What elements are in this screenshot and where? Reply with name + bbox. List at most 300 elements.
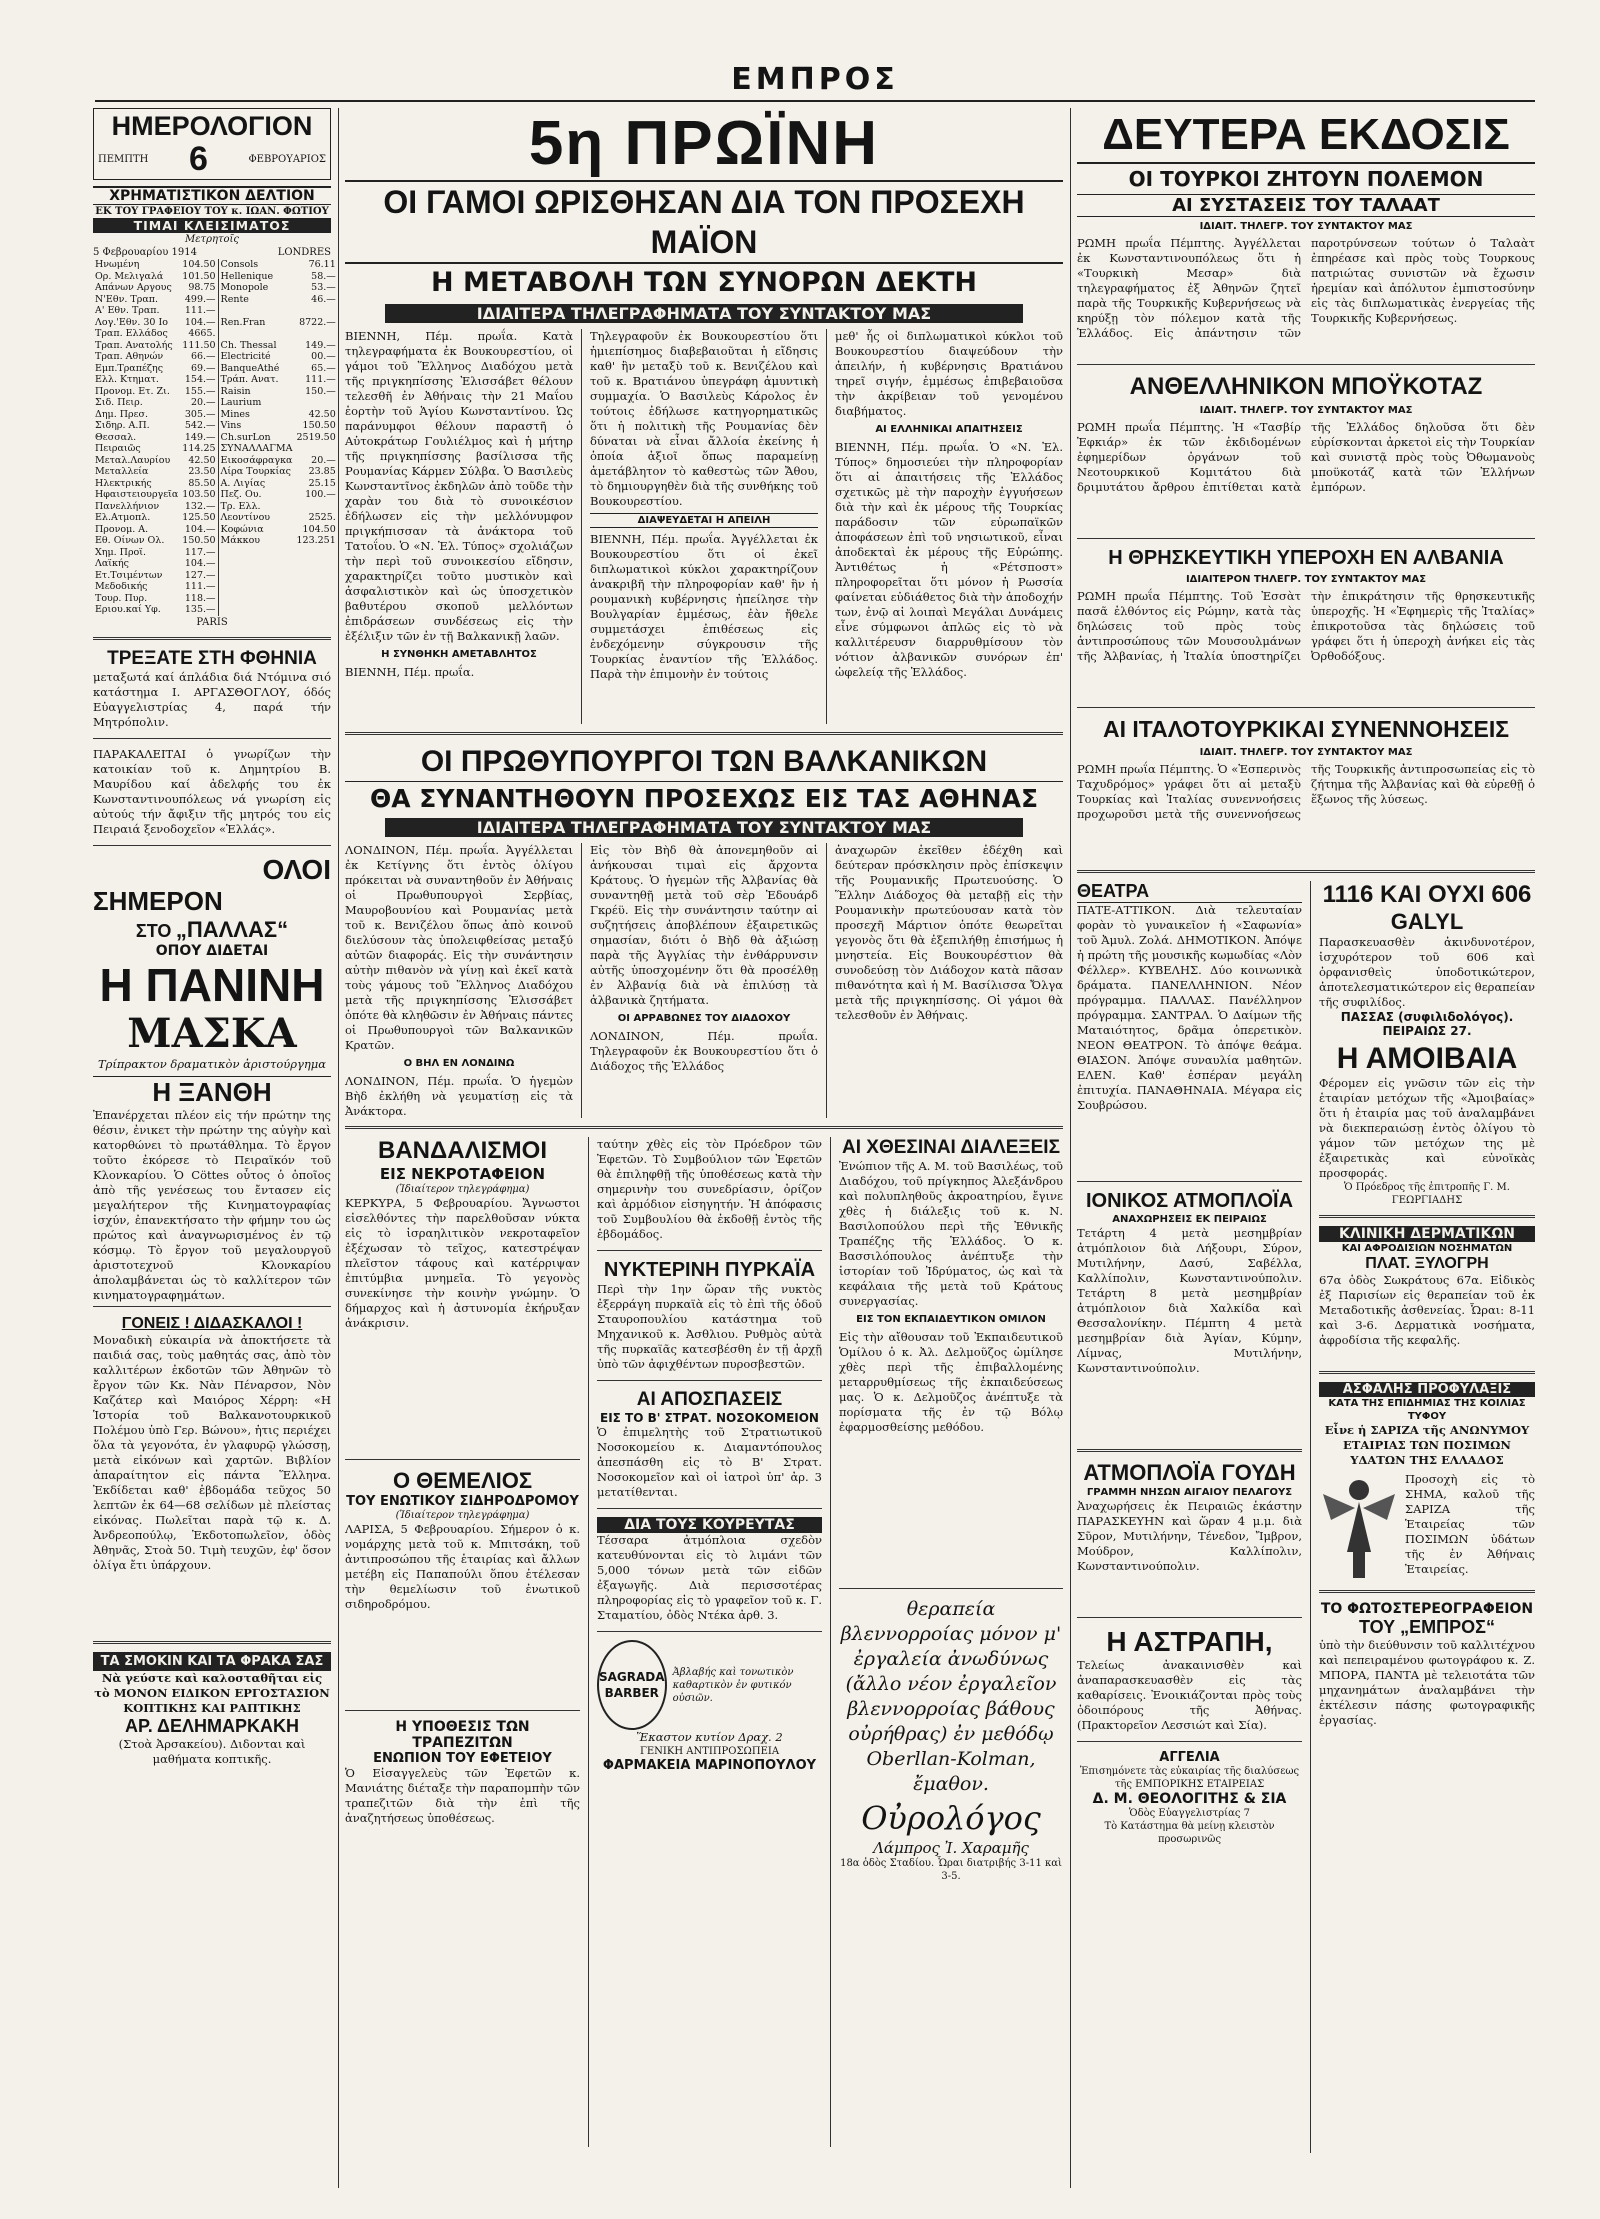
ad-cheap-text: μεταξωτά καί άπλάδια διά Ντόμινα σιό κατάστημα Ι. ΑΡΓΑΣΘΟΓΛΟΥ, όδός Εὐαγγελιστρίας 4, παρά τήν Μητρόπολιν. — [93, 669, 331, 729]
center-section — [345, 108, 1063, 2193]
stock-cell: Τραπ. Ελλάδος — [95, 328, 168, 339]
right-column — [1077, 108, 1535, 2193]
stock-cell: Προνομ. Α. — [95, 523, 149, 535]
stock-title: ΧΡΗΜΑΤΙΣΤΙΚΟΝ ΔΕΛΤΙΟΝ — [93, 186, 331, 205]
stock-paris: PARIS — [196, 616, 228, 628]
fire-head: ΝΥΚΤΕΡΙΝΗ ΠΥΡΚΑΪΑ — [603, 1259, 816, 1281]
stock-cell: 104.50 — [302, 523, 336, 535]
bankers-sub: ΕΝΩΠΙΟΝ ΤΟΥ ΕΦΕΤΕΙΟΥ — [373, 1751, 552, 1766]
pallas-today: ΣΗΜΕΡΟΝ — [93, 885, 223, 916]
right-ads — [1077, 881, 1535, 2153]
balkan-text-3: ἀναχωρῶν ἐκεῖθεν ἐδέχθη καὶ δεύτεραν πρόσκλησιν πρὸς ἐπίσκεψιν τῆς Ρουμανικῆς Πρωτευούσης. Ὁ Ἕλλην Διάδοχος θὰ μεταβῇ εἰς τὴν Ρουμανικὴν πρωτεύουσαν κατὰ τὸν προσεχῆ Μάρτιον ὁπότε θεωρεῖται γεγονὸς ὅτι θὰ ἐξεπιλήθῃ ἐπισήμως ἡ μνηστεία. Εἰς Βουκουρέστιον θὰ συνοδεύσῃ τὸν Διάδοχον κατὰ πᾶσαν πιθανότητα καὶ ἡ Μ. Βασίλισσα Ὄλγα μετὰ τῆς πριγκηπίσσης. Οἱ γάμοι θὰ τελεσθοῦν ἐν Ἀθήναις. — [835, 843, 1063, 1022]
stock-cell: Laurium — [218, 397, 294, 409]
boycott-head: ΑΝΘΕΛΛΗΝΙΚΟΝ ΜΠΟΫΚΟΤΑΖ — [1129, 373, 1483, 400]
amoibaia-text: Φέρομεν εἰς γνῶσιν τῶν εἰς τὴν ἑταιρίαν μετόχων τῆς «Ἀμοιβαίας» ὅτι ἡ ἐταιρία μας τοῦ ἀναλαμβάνει νὰ διεκπεραιώσῃ ἐντὸς ὀλίγου τὸ γάμον τῶν μετόχων της μὲ ἐξαιρετικὰς καὶ εὐνοϊκὰς προσφοράς. — [1319, 1076, 1535, 1180]
stock-cell: 111.50 — [182, 339, 216, 351]
stock-cell: Μάκκου — [218, 535, 294, 547]
stock-cell: 8722.— — [299, 316, 336, 328]
greek-demands-head: ΑΙ ΕΛΛΗΝΙΚΑΙ ΑΠΑΙΤΗΣΕΙΣ — [875, 424, 1023, 435]
stock-cell: 125.50 — [182, 512, 216, 523]
stock-cell: Ηφαιστειουργεῖα — [95, 489, 179, 500]
sagrada-agent: ΓΕΝΙΚΗ ΑΝΤΙΠΡΟΣΩΠΕΙΑ — [639, 1746, 780, 1757]
masthead: ΕΜΠΡΟΣ — [95, 60, 1535, 102]
urology-ad: θεραπεία βλεννορροίας μόνον μ' ἐργαλεία ἀνωδύνως (ἄλλο νέον ἐργαλεῖον βλεννορροίας βάθους οὐρήθρας) ἐν μεθόδῳ Oberllan-Kolman, ἔμαθον. — [840, 1598, 1062, 1795]
notice-text: ΠΑΡΑΚΑΛΕΙΤΑΙ ὁ γνωρίζων τὴν κατοικίαν τοῦ κ. Δημητρίου Β. Μαυρίδου καί ἀδελφής του ἐκ Κωνσταντινουπόλεως νά γνωρίση εἰς αὐτούς τήν ἄφιξιν τῆς μητρός του εἰς Πειραιά ξενοδοχεῖον «Ἑλλάς». — [93, 746, 331, 836]
stock-cell: Τουρ. Πυρ. — [95, 592, 148, 604]
galyl-name: GALYL — [1390, 909, 1464, 934]
railway-sub: ΤΟΥ ΕΝΩΤΙΚΟΥ ΣΙΔΗΡΟΔΡΟΜΟΥ — [346, 1494, 579, 1509]
stock-row — [93, 259, 338, 271]
stock-row — [93, 478, 338, 490]
stock-cell — [294, 305, 337, 317]
stock-row — [93, 535, 338, 547]
calendar-month: ΦΕΒΡΟΥΑΡΙΟΣ — [248, 153, 326, 165]
balkan-col-2 — [581, 843, 818, 1118]
treaty-head: Η ΣΥΝΘΗΚΗ ΑΜΕΤΑΒΛΗΤΟΣ — [381, 649, 537, 660]
stock-cell: Μεδοδικής — [95, 581, 148, 592]
left-column — [93, 108, 336, 2193]
stock-cell: Μεταλ.Λαυρίου — [95, 454, 171, 466]
stock-cell: 42.50 — [308, 408, 336, 420]
lower-col-2 — [588, 1137, 822, 2147]
urology-name: Λάμπρος Ἰ. Χαραμῆς — [873, 1839, 1029, 1857]
stock-row — [93, 489, 338, 501]
stock-row — [93, 501, 338, 513]
stock-row — [93, 271, 338, 283]
army-head: ΑΙ ΑΠΟΣΠΑΣΕΙΣ — [636, 1389, 783, 1410]
stock-cell: Πανελλήνιον — [95, 500, 160, 512]
engagement-head: ΟΙ ΑΡΡΑΒΩΝΕΣ ΤΟΥ ΔΙΑΔΟΧΟΥ — [617, 1013, 791, 1024]
stock-cell: 103.50 — [182, 489, 216, 500]
parents-ad-title: ΓΟΝΕΙΣ ! ΔΙΔΑΣΚΑΛΟΙ ! — [121, 1314, 303, 1332]
stock-cell: Τραπ. Ανατολής — [95, 339, 173, 351]
second-edition-title: ΔΕΥΤΕΡΑ ΕΚΔΟΣΙΣ — [1077, 108, 1535, 164]
stock-cell — [294, 397, 337, 409]
stock-cell: 69.— — [190, 362, 216, 374]
edition-title: 5η ΠΡΩΪΝΗ — [528, 109, 880, 178]
stock-cell: Raisin — [218, 386, 294, 398]
stock-cell — [294, 593, 337, 605]
stock-cell: Hellenique — [218, 271, 294, 283]
stock-cell: 101.50 — [182, 270, 216, 282]
stock-cell: 4665. — [188, 328, 216, 339]
stock-row — [93, 340, 338, 352]
stock-row — [93, 363, 338, 375]
pallas-venue: „ΠΑΛΛΑΣ“ — [175, 916, 289, 942]
calendar-title: ΗΜΕΡΟΛΟΓΙΟΝ — [111, 111, 313, 141]
stock-cell: 53.— — [311, 282, 336, 293]
lectures-head: ΑΙ ΧΘΕΣΙΝΑΙ ΔΙΑΛΕΞΕΙΣ — [842, 1137, 1060, 1158]
stock-cell: Ν'Εθν. Τραπ. — [95, 293, 158, 305]
pallas-film-title-2: ΜΑΣΚΑ — [127, 1009, 297, 1057]
vandalism-note: (Ἰδιαίτερον τηλεγράφημα) — [395, 1184, 530, 1195]
stock-cell: Προνομ. Ετ. Ζι. — [95, 385, 170, 397]
lower-center — [345, 1137, 1063, 2147]
stock-cell: 2525. — [308, 512, 336, 523]
export-head: ΔΙΑ ΤΟΥΣ ΚΟΥΡΕΥΤΑΣ — [597, 1517, 822, 1533]
stock-cell: 00.— — [311, 351, 336, 362]
main-story-col-3 — [826, 329, 1063, 724]
skin-clinic-head: ΚΛΙΝΙΚΗ ΔΕΡΜΑΤΙΚΩΝ — [1319, 1226, 1535, 1242]
stock-cell: 46.— — [311, 293, 336, 305]
urology-title: Οὐρολόγος — [861, 1799, 1041, 1837]
albania-kicker: ΙΔΙΑΙΤΕΡΟΝ ΤΗΛΕΓΡ. ΤΟΥ ΣΥΝΤΑΚΤΟΥ ΜΑΣ — [1185, 574, 1427, 585]
threat-denied-head: ΔΙΑΨΕΥΔΕΤΑΙ Η ΑΠΕΙΛΗ — [590, 513, 818, 528]
stock-cell: 305.— — [184, 408, 216, 420]
stock-cell: Ετ.Τσιμέντων — [95, 569, 163, 581]
stock-cell: Τραπ. Αθηνών — [95, 351, 164, 362]
stock-cell — [218, 581, 294, 593]
stock-cell: 150.— — [305, 385, 336, 397]
railway-text: ΛΑΡΙΣΑ, 5 Φεβρουαρίου. Σήμερον ὁ κ. νομάρχης μετὰ τοῦ κ. Μπιτσάκη, τοῦ ἀντιπροσώπου τῆς ἑταιρίας καὶ ἄλλων μετέβη εἰς Παπαπούλι ὅπου ἐτέλεσαν τὴν θεμελίωσιν τοῦ ἐνωτικοῦ σιδηροδρόμου. — [345, 1522, 580, 1611]
vandalism-head: ΒΑΝΔΑΛΙΣΜΟΙ — [378, 1137, 547, 1164]
stock-cell: BanqueAthé — [218, 363, 294, 375]
stock-cell — [218, 547, 294, 559]
stock-cell: Κοφώνια — [218, 524, 294, 536]
export-text: Τέσσαρα ἀτμόπλοια σχεδὸν κατευθύνονται εἰς τὸ λιμάνι τῶν 5,000 τόνων μετὰ τῶν εἰδῶν ἐξαγωγῆς. Διὰ περισσοτέρας πληροφορίας εἰς τὸ γραφεῖον τοῦ κ. Γ. Σταματίου, ὁδὸς Ντέκα ἀρθ. 3. — [597, 1533, 822, 1622]
photo-head: ΤΟ ΦΩΤΟΣΤΕΡΕΟΓΡΑΦΕΙΟΝ — [1320, 1601, 1534, 1617]
pallas-all: ΟΛΟΙ — [262, 853, 331, 885]
pallas-next-film: Η ΞΑΝΘΗ — [93, 1076, 331, 1108]
stock-cell: Ch.surLon — [218, 432, 294, 444]
pallas-film-title: Η ΠΑΝΙΝΗ — [99, 958, 325, 1011]
stock-row — [93, 593, 338, 605]
theatres-head: ΘΕΑΤΡΑ — [1077, 881, 1302, 903]
stock-prices-title: ΤΙΜΑΙ ΚΛΕΙΣΙΜΑΤΟΣ — [93, 218, 331, 233]
ad-cheap-title: ΤΡΕΞΑΤΕ ΣΤΗ ΦΘΗΝΙΑ — [107, 647, 317, 669]
threat-denied-text: ΒΙΕΝΝΗ, Πέμ. πρωΐα. Ἀγγέλλεται ἐκ Βουκουρεστίου ὅτι οἱ ἐκεῖ διπλωματικοὶ κύκλοι χαρακτηρίζουν ἀνακριβῆ τὴν πληροφορίαν καθ' ἣν ἡ ρουμανικὴ κυβέρνησις ἠπείλησε τὴν Βουλγαρίαν ἐμμέσως, ἐὰν ἤθελε συμμετάσχει ἐπιθέσεως εἰς ἐνδεχόμενην σύγκρουσιν τῆς Τουρκίας ἐναντίον τῆς Ἑλλάδος. Παρὰ τὴν ἐπιμονὴν ἐν τούτοις — [590, 532, 818, 681]
stock-cell: 23.50 — [188, 466, 216, 477]
calendar-weekday: ΠΕΜΠΤΗ — [98, 153, 149, 165]
stock-row — [93, 524, 338, 536]
stock-cell: Εικοσάφραγκα — [218, 455, 294, 467]
tailor-ad-addr: (Στοὰ Ἀρσακείου). Διδονται καὶ μαθήματα κοπτικῆς. — [118, 1736, 306, 1766]
tailor-ad-name: ΑΡ. ΔΕΛΗΜΑΡΚΑΚΗ — [125, 1715, 299, 1736]
talaat-kicker: ΙΔΙΑΙΤ. ΤΗΛΕΓΡ. ΤΟΥ ΣΥΝΤΑΚΤΟΥ ΜΑΣ — [1199, 221, 1413, 232]
stock-row — [93, 317, 338, 329]
stock-cell: 150.50 — [302, 420, 336, 431]
ionian-head: ΙΟΝΙΚΟΣ ΑΤΜΟΠΛΟΪΑ — [1085, 1190, 1294, 1212]
lectures-text: Ἐνώπιον τῆς Α. Μ. τοῦ Βασιλέως, τοῦ Διαδόχου, τοῦ πρίγκηπος Ἀλεξάνδρου καὶ πολυπληθοῦς ἀκροατηρίου, ἔγινε χθὲς ἡ διάλεξις τοῦ κ. Ν. Βασιλοπούλου περὶ τῆς Ἐθνικῆς Τραπέζης τῆς Ἑλλάδος. Ὁ κ. Βασσιλόπουλος ἀνέπτυξε τὴν ἱστορίαν τοῦ Ἰδρύματος, ὡς καὶ τὰ κεφάλαια τῆς μετὰ τοῦ Κράτους συνεργασίας. — [839, 1159, 1063, 1308]
vandalism-sub: ΕΙΣ ΝΕΚΡΟΤΑΦΕΙΟΝ — [379, 1165, 546, 1183]
balkan-text-1: ΛΟΝΔΙΝΟΝ, Πέμ. πρωΐα. Ἀγγέλλεται ἐκ Κετίγνης ὅτι ἐντὸς ὀλίγου πρόκειται νὰ συναντηθοῦν ἐν Ἀθήναις οἱ Πρωθυπουργοὶ Σερβίας, Μαυροβουνίου καὶ Ρουμανίας μετὰ τοῦ κ. Βενιζέλου ὅπως ἀπὸ κοινοῦ διελύσουν τὰς ὑπολειφθείσας μεταξύ αὐτῶν διαφοράς. Εἰς τὴν συνάντησιν αὐτὴν πιθανὸν νὰ γίνῃ καὶ ἐκεῖ κατὰ τοὺς γάμους τοῦ Ἕλληνος Διαδόχου μετὰ τῆς πριγκηπίσσης Ἐλισσάβετ ὁπότε θὰ κληθῶσιν ἐν Ἀθήναις πάντες οἱ Πρωθυπουργοὶ τῶν Βαλκανικῶν Κρατῶν. — [345, 843, 573, 1052]
goudi-sub: ΓΡΑΜΜΗ ΝΗΣΩΝ ΑΙΓΑΙΟΥ ΠΕΛΑΓΟΥΣ — [1086, 1487, 1293, 1498]
stock-cell: Consols — [218, 259, 294, 271]
safe-text-2: Προσοχὴ εἰς τὸ ΣΗΜΑ, καλοῦ τῆς ΣΑΡΙΖΑ τῆς Ἑταιρείας τῶν ΠΟΣΙΜΩΝ ὑδάτων τῆς ἐν Ἀθήναις Ἐταιρείας. — [1405, 1472, 1535, 1576]
stock-cell: 135.— — [184, 604, 216, 615]
army-sub: ΕΙΣ ΤΟ Β' ΣΤΡΑΤ. ΝΟΣΟΚΟΜΕΙΟΝ — [600, 1411, 819, 1425]
lower-col-3 — [830, 1137, 1063, 2147]
stock-cell: 98.75 — [188, 282, 216, 293]
stock-cell: Δημ. Πρεσ. — [95, 408, 149, 420]
stock-cell — [294, 604, 337, 616]
balkan-col-1 — [345, 843, 573, 1118]
stock-cell: Τρ. Ελλ. — [218, 501, 294, 513]
pallas-sto: ΣΤΟ — [135, 920, 172, 941]
theatres-text: ΠΑΤΕ-ΑΤΤΙΚΟΝ. Διὰ τελευταίαν φορὰν τὸ γυναικεῖον ἡ «Σαφωνία» τοῦ Ἀμυλ. Ζολά. ΔΗΜΟΤΙΚΟΝ. Ἀπόψε ἡ πρώτη τῆς μουσικῆς κωμωδίας «Λὸν Φέλλερ». ΚΥΒΕΛΗΣ. Δύο κοινωνικὰ δράματα. ΠΑΝΕΛΛΗΝΙΟΝ. Νέον πρόγραμμα. ΠΑΛΛΑΣ. Πανέλληνον πρόγραμμα. ΣΑΝΤΡΑΛ. Ὁ Δαίμων τῆς Ματαιότητος, δρᾶμα ὀπερετικὸν. ΝΕΟΝ ΘΕΑΤΡΟΝ. Τὸ ἀπόψε θεάμα. ΘΙΑΣΟΝ. Ἀπόψε συναυλία μαθητῶν. ΕΛΕΝ. Καθ' ἑσπέραν μεγάλη ἐπιτυχία. ΠΑΝΑΘΗΝΑΙΑ. Μέγαρα εἰς Σουβρώσου. — [1077, 903, 1302, 1112]
italo-turkish-head: ΑΙ ΙΤΑΛΟΤΟΥΡΚΙΚΑΙ ΣΥΝΕΝΝΟΗΣΕΙΣ — [1102, 716, 1510, 742]
stock-cell: Πεζ. Ου. — [218, 489, 294, 501]
stock-cell: 111.— — [184, 305, 216, 316]
stock-subtitle: Μετρητοῖς — [184, 234, 240, 245]
safe-text: Εἶνε ἡ ΣΑΡΙΖΑ τῆς ΑΝΩΝΥΜΟΥ ΕΤΑΙΡΙΑΣ ΤΩΝ ΠΟΣΙΜΩΝ ΥΔΑΤΩΝ ΤΗΣ ΕΛΛΑΔΟΣ — [1324, 1423, 1530, 1467]
balkan-headline: ΟΙ ΠΡΩΘΥΠΟΥΡΓΟΙ ΤΩΝ ΒΑΛΚΑΝΙΚΩΝ — [420, 745, 988, 778]
stock-cell: Vins — [218, 420, 294, 432]
amoibaia-sign: Ὁ Πρόεδρος τῆς ἐπιτροπῆς Γ. Μ. ΓΕΩΡΓΙΑΔΗΣ — [1344, 1182, 1510, 1206]
goudi-head: ΑΤΜΟΠΛΟΪΑ ΓΟΥΔΗ — [1083, 1460, 1296, 1485]
turks-war-head: ΟΙ ΤΟΥΡΚΟΙ ΖΗΤΟΥΝ ΠΟΛΕΜΟΝ — [1128, 167, 1484, 191]
pallas-genre: Τρίπρακτον δραματικὸν ἀριστούργημα — [97, 1056, 327, 1071]
column-rule — [338, 108, 339, 2188]
stock-cell: Α' Εθν. Τραπ. — [95, 305, 160, 316]
stock-cell: 104.— — [184, 523, 216, 535]
calendar-day: 6 — [188, 140, 208, 178]
stock-cell: 149.— — [184, 431, 216, 443]
stock-cell: 25.15 — [308, 477, 336, 489]
stock-row — [93, 305, 338, 317]
stock-cell — [218, 558, 294, 570]
main-subheadline: Η ΜΕΤΑΒΟΛΗ ΤΩΝ ΣΥΝΟΡΩΝ ΔΕΚΤΗ — [431, 267, 977, 298]
stock-row — [93, 581, 338, 593]
stock-cell: Σιδηρ. Α.Π. — [95, 420, 150, 431]
stock-cell — [294, 570, 337, 582]
stock-cell: Ch. Thessal — [218, 340, 294, 352]
stock-cell: Χημ. Προϊ. — [95, 546, 147, 558]
stock-source: ΕΚ ΤΟΥ ΓΡΑΦΕΙΟΥ ΤΟΥ κ. ΙΩΑΝ. ΦΩΤΙΟΥ — [95, 206, 329, 217]
stock-cell: 65.— — [311, 362, 336, 374]
italo-turkish-text: ΡΩΜΗ πρωΐα Πέμπτης. Ὁ «Ἑσπερινὸς Ταχυδρόμος» γράφει ὅτι αἱ μεταξὺ Τουρκίας καὶ Ἰταλίας συνεννοήσεις προχωροῦσι μετὰ τῆς συνεννοήσεως τῆς Τουρκικῆς ἀντιπροσωπείας εἰς τὸ ζήτημα τῆς Ἀλβανίας καὶ θὰ εὐρεθῇ ὁ ἕξωνος τῆς λύσεως. — [1077, 762, 1535, 821]
stock-row — [93, 351, 338, 363]
vandalism-text: ΚΕΡΚΥΡΑ, 5 Φεβρουαρίου. Ἄγνωστοι εἰσελθόντες τὴν παρελθοῦσαν νύκτα εἰς τὸ ἰσραηλιτικὸν νεκροταφεῖον ἐξέχωσαν τὸ τεῖχος, κατεστρέψαν πλεῖστον τάφους καὶ κατέρριψαν ἐπιτύμβια μνημεῖα. Τὸ γεγονὸς συνεκίνησε τὴν κοινὴν γνώμην. Ὁ δήμαρχος καὶ ἡ ἀστυνομία ἐκήρυξαν ἀνάκρισιν. — [345, 1196, 580, 1330]
stock-cell: Μεταλλεία — [95, 466, 149, 477]
stock-cell: Α. Λιγίας — [218, 478, 294, 490]
stock-row — [93, 294, 338, 306]
astrapi-text: Τελείως ἀνακαινισθὲν καὶ ἀναπαρασκευασθὲν εἰς τὰς καθαρίσεις. Ἐνοικιάζονται πρὸς τοὺς ὁδοιπόρους τῆς Ἀθήνας. (Πρακτορεῖον Λεσσιώτ καὶ Σία). — [1077, 1658, 1302, 1732]
calendar-date-row — [98, 141, 326, 177]
wied-head: Ο ΒΗΛ ΕΝ ΛΟΝΔΙΝΩ — [403, 1058, 515, 1069]
notice-company: Δ. Μ. ΘΕΟΛΟΓΙΤΗΣ & ΣΙΑ — [1092, 1791, 1287, 1807]
column-rule — [1070, 108, 1071, 2188]
main-kicker: ΙΔΙΑΙΤΕΡΑ ΤΗΛΕΓΡΑΦΗΜΑΤΑ ΤΟΥ ΣΥΝΤΑΚΤΟΥ ΜΑΣ — [385, 304, 1023, 323]
stock-cell — [294, 328, 337, 340]
stock-cell: 118.— — [184, 592, 216, 604]
stock-cell: Εμπ.Τραπέζης — [95, 362, 164, 374]
stock-cell: 111.— — [184, 581, 216, 592]
stock-section — [93, 186, 336, 629]
stock-cell — [294, 501, 337, 513]
stock-cell — [218, 570, 294, 582]
stock-cell: 114.25 — [182, 443, 216, 454]
boycott-text: ΡΩΜΗ πρωΐα Πέμπτης. Ἡ «Τασβίρ Ἐφκιάρ» ἐκ τῶν ἐκδιδομένων ἐφημερίδων ὀργάνων τοῦ Νεοτουρκικοῦ Κομιτάτου διὰ δριμυτάτου ἄρθρου ἐπιτίθεται κατὰ τῆς Ἑλλάδος δηλοῦσα ὅτι δὲν εὑρίσκονται ἀρκετοὶ εἰς τὴν Τουρκίαν καὶ συνιστᾷ πρὸς τοὺς Ὀθωμανοὺς μποϋκοτάζ κατὰ τῶν Ἑλλήνων ἐμπόρων. — [1077, 420, 1535, 494]
army-text: Ὁ ἐπιμελητὴς τοῦ Στρατιωτικοῦ Νοσοκομείου κ. Διαμαντόπουλος ἀπεσπάσθη εἰς τὸ Β' Στρατ. Νοσοκομεῖον καὶ οἱ ἰατροὶ ὑπ' ἀρ. 3 μετατίθενται. — [597, 1425, 822, 1499]
skin-clinic-text: 67α ὁδὸς Σωκράτους 67α. Εἰδικὸς ἐξ Παρισίων εἰς θεραπείαν τοῦ ἐκ Μεταδοτικῆς ἀσθενείας. Ὧραι: 8-11 καὶ 3-6. Δερματικὰ νοσήματα, ἀφροδίσια τῆς κεφαλῆς. — [1319, 1273, 1535, 1347]
railway-head: Ο ΘΕΜΕΛΙΟΣ — [392, 1468, 533, 1493]
stock-row — [93, 386, 338, 398]
balkan-story — [345, 843, 1063, 1118]
main-story-text-2: Τηλεγραφοῦν ἐκ Βουκουρεστίου ὅτι ἡμιεπίσημος διαβεβαιοῦται ἡ εἴδησις καθ' ἣν μεταξὺ τοῦ κ. Βενιζέλου καὶ τοῦ κ. Βρατιάνου ὑπεγράφη ἀμυντικὴ συμμαχία. Ὁ Βασιλεὺς Κάρολος ἐν τούτοις ἐδήλωσε κατηγορηματικῶς ὅτι ἡ πολιτικὴ τῆς Ρουμανίας δὲν δύναται νὰ εἶναι ἄλλοία ἐκείνης ἡ ὁποία ἀξιοῖ ὅπως παραμείνῃ ἀμετάβλητον τὸ καθεστὼς τῶν Ἄθου, τὸ δημιουργηθὲν διὰ τῆς συνθήκης τοῦ Βουκουρεστίου. — [590, 329, 818, 508]
stock-row — [93, 570, 338, 582]
photo-sub: ΤΟΥ „ΕΜΠΡΟΣ“ — [1359, 1617, 1495, 1637]
stock-cell: 149.— — [305, 339, 336, 351]
stock-cell: 2519.50 — [296, 431, 336, 443]
stock-row — [93, 374, 338, 386]
stock-cell: Απάνων Αργους — [95, 282, 172, 293]
main-story — [345, 329, 1063, 724]
stock-row — [93, 558, 338, 570]
stock-row — [93, 282, 338, 294]
stock-cell: 20.— — [190, 397, 216, 408]
stock-row — [93, 432, 338, 444]
stock-cell: 542.— — [184, 420, 216, 431]
stock-cell: 499.— — [184, 293, 216, 305]
safe-head: ΑΣΦΑΛΗΣ ΠΡΟΦΥΛΑΞΙΣ — [1319, 1382, 1535, 1397]
stock-cell — [218, 328, 294, 340]
stock-cell: 154.— — [184, 374, 216, 385]
stock-cell: 111.— — [305, 374, 336, 385]
stock-cell: 76.11 — [308, 259, 336, 270]
safe-sub: ΚΑΤΑ ΤΗΣ ΕΠΙΔΗΜΙΑΣ ΤΗΣ ΚΟΙΛΙΑΣ ΤΥΦΟΥ — [1328, 1398, 1526, 1422]
goudi-text: Ἀναχωρήσεις ἐκ Πειραιῶς ἑκάστην ΠΑΡΑΣΚΕΥΗΝ καὶ ὥραν 4 μ.μ. διὰ Σῦρον, Μυτιλήνην, Τένεδον, Ἴμβρον, Μούδρον, Καλλίπολιν, Κωνσταντινούπολιν. — [1077, 1499, 1302, 1573]
sagrada-desc: Ἀβλαβής καὶ τονωτικὸν καθαρτικὸν ἐν φυτικόν οὐσιῶν. — [672, 1666, 794, 1704]
lectures-head-2: ΕΙΣ ΤΟΝ ΕΚΠΑΙΔΕΥΤΙΚΟΝ ΟΜΙΛΟΝ — [856, 1314, 1046, 1325]
stock-cell: 66.— — [190, 351, 216, 362]
stock-cell: 104.— — [184, 558, 216, 569]
stock-cell: 42.50 — [188, 454, 216, 466]
stock-cell — [294, 558, 337, 570]
stock-cell: 100.— — [305, 489, 336, 500]
notice-tail: Τὸ Κατάστημα θὰ μείνῃ κλειστὸν προσωρινῶς — [1104, 1821, 1275, 1845]
stock-row — [93, 466, 338, 478]
stock-row — [93, 397, 338, 409]
stock-cell: Λογ.'Εθν. 30 Ιο — [95, 316, 168, 328]
stock-cell: Electricité — [218, 351, 294, 363]
stock-cell: Θεσσαλ. — [95, 431, 137, 443]
talaat-text: ΡΩΜΗ πρωΐα Πέμπτης. Ἀγγέλλεται ἐκ Κωνσταντινουπόλεως ὅτι ἡ «Τουρκικὴ Μεσαρ» διὰ τηλεγραφήματος ἐξ Ἀθηνῶν ζητεῖ παρὰ τῆς Τουρκικῆς Κυβερνήσεως νὰ κηρύξῃ τὸν πόλεμον κατὰ τῆς Ἑλλάδος. Εἰς ἀπάντησιν τῶν παροτρύνσεων τούτων ὁ Ταλαὰτ ἐπηρέασε καὶ πρὸς τοὺς Τουρκους πατριώτας συνιστῶν νὰ ἔχωσιν ἠρεμίαν καὶ ἀπόλυτον ἐμπιστοσύνην εἰς τὰς διπλωματικὰς ἐνεργείας τῆς Τουρκικῆς Κυβερνήσεως. — [1077, 236, 1535, 340]
notice-addr: Ὁδὸς Εὐαγγελιστρίας 7 — [1129, 1808, 1250, 1819]
stock-cell: Ελ.Ατμοπλ. — [95, 512, 151, 523]
sagrada-seal-icon — [597, 1640, 667, 1730]
stock-cell: 132.— — [184, 500, 216, 512]
main-headline: ΟΙ ΓΑΜΟΙ ΩΡΙΣΘΗΣΑΝ ΔΙΑ ΤΟΝ ΠΡΟΣΕΧΗ ΜΑΪΟΝ — [345, 180, 1063, 264]
pallas-where: ΟΠΟΥ ΔΙΔΕΤΑΙ — [155, 942, 269, 959]
stock-cell: ΣΥΝΑΛΛΑΓΜΑ — [218, 443, 294, 455]
treaty-text: ΒΙΕΝΝΗ, Πέμ. πρωΐα. — [345, 665, 475, 679]
safe-ad-body — [1319, 1472, 1535, 1582]
talaat-head: ΑΙ ΣΥΣΤΑΣΕΙΣ ΤΟΥ ΤΑΛΑΑΤ — [1077, 194, 1535, 217]
stock-cell: Εριου.καί Υφ. — [95, 604, 161, 615]
lectures-text-2: Εἰς τὴν αἴθουσαν τοῦ Ἐκπαιδευτικοῦ Ὁμίλου ὁ κ. Ἀλ. Δελμοῦζος ὡμίλησε χθὲς περὶ τῆς ἐπιβαλλομένης μεταρρυθμίσεως τῆς ἐκπαιδεύσεως μας. Ὁ κ. Δελμοῦζος ἀνέπτυξε τὰ πορίσματα τῆς ἐν τῷ Βόλῳ ἐφαρμοσθείσης μεθόδου. — [839, 1330, 1063, 1434]
galyl-doctor: ΠΑΣΣΑΣ (συφιλιδολόγος). ΠΕΙΡΑΙΩΣ 27. — [1340, 1010, 1514, 1038]
bankers-text: Ὁ Εἰσαγγελεὺς τῶν Ἐφετῶν κ. Μανιάτης διέταξε τὴν παραπομπὴν τῶν τραπεζιτῶν διὰ τὴν ἐπὶ τῆς ἀναζητήσεως ὑποθέσεως. — [345, 1766, 580, 1825]
engagement-text: ΛΟΝΔΙΝΟΝ, Πέμ. πρωΐα. Τηλεγραφοῦν ἐκ Βουκουρεστίου ὅτι ὁ Διάδοχος τῆς Ἑλλάδος — [590, 1029, 818, 1073]
photo-text: ὑπὸ τὴν διεύθυνσιν τοῦ καλλιτέχνου καὶ πεπειραμένου φωτογράφου κ. Ζ. ΜΠΟΡΑ, ΠΑΝΤΑ μὲ τελειοτάτα τῶν μηχανημάτων ἀναλαμβάνει τὴν ἐκτέλεσιν πάσης φωτογραφικῆς ἐργασίας. — [1319, 1638, 1535, 1727]
stock-cell: Λίρα Τουρκίας — [218, 466, 294, 478]
stock-cell: 150.50 — [182, 535, 216, 546]
lower-col-1 — [345, 1137, 580, 2147]
stock-cell: Πειραιῶς — [95, 443, 141, 454]
stock-row — [93, 547, 338, 559]
stock-cell — [294, 547, 337, 559]
right-ads-col-1 — [1077, 881, 1302, 2153]
stock-row — [93, 512, 338, 524]
amoibaia-head: Η ΑΜΟΙΒΑΙΑ — [1336, 1042, 1518, 1075]
stock-cell: Λαϊκής — [95, 558, 129, 569]
stock-row — [93, 604, 338, 616]
stock-cell: Ελλ. Κτηματ. — [95, 374, 159, 385]
stock-cell: 155.— — [184, 385, 216, 397]
boycott-kicker: ΙΔΙΑΙΤ. ΤΗΛΕΓΡ. ΤΟΥ ΣΥΝΤΑΚΤΟΥ ΜΑΣ — [1199, 405, 1413, 416]
stock-cell: 123.251 — [296, 535, 336, 546]
stock-cell: Τράπ. Ανατ. — [218, 374, 294, 386]
stock-cell: 127.— — [184, 569, 216, 581]
stock-row — [93, 455, 338, 467]
railway-note: (Ἰδιαίτερον τηλεγράφημα) — [395, 1510, 530, 1521]
stock-cell: Mines — [218, 409, 294, 421]
tailor-ad-text: Νὰ γεύστε καὶ καλοσταθῆται εἰς τὸ ΜΟΝΟΝ ΕΙΔΙΚΟΝ ΕΡΓΟΣΤΑΣΙΟΝ ΚΟΠΤΙΚΗΣ ΚΑΙ ΡΑΠΤΙΚΗΣ — [94, 1670, 330, 1715]
skin-clinic-sub: ΚΑΙ ΑΦΡΟΔΙΣΙΩΝ ΝΟΣΗΜΑΤΩΝ — [1341, 1243, 1513, 1254]
stock-cell — [218, 305, 294, 317]
stock-cell — [218, 604, 294, 616]
sagrada-seal-text: SAGRADA BARBER — [599, 1670, 665, 1700]
stock-cell: Ren.Fran — [218, 317, 294, 329]
stock-cell: Σιδ. Πειρ. — [95, 397, 143, 408]
ionian-text: Τετάρτη 4 μετὰ μεσημβρίαν ἀτμόπλοιον διὰ Λήξουρι, Σύρον, Μυτιλήνην, Δασύ, Σαβέλλα, Καλλίπολιν, Κωνσταντινούπολιν. Τετάρτη 8 μετὰ μεσημβρίαν ἀτμόπλοιον διὰ Χαλκίδα καὶ Θεσσαλονίκην. Πέμπτη 4 μετὰ μεσημβρίαν διὰ Ἀγίαν, Κύμην, Λίμνας, Μυτιλήνην, Κωνσταντινούπολιν. — [1077, 1226, 1302, 1375]
astrapi-head: Η ΑΣΤΡΑΠΗ, — [1106, 1626, 1273, 1657]
stock-cell: 23.85 — [308, 466, 336, 477]
stock-cell — [294, 443, 337, 455]
notice-head: ΑΓΓΕΛΙΑ — [1159, 1750, 1220, 1765]
stock-row — [93, 443, 338, 455]
stock-cell — [218, 593, 294, 605]
tailor-ad-title: ΤΑ ΣΜΟΚΙΝ ΚΑΙ ΤΑ ΦΡΑΚΑ ΣΑΣ — [93, 1652, 331, 1671]
stock-date: 5 Φεβρουαρίου 1914 — [93, 247, 197, 258]
galyl-number: 1116 ΚΑΙ ΟΥΧΙ 606 — [1322, 881, 1532, 908]
main-story-text-3: μεθ' ἧς οἱ διπλωματικοὶ κύκλοι τοῦ Βουκουρεστίου διαψεύδουν τὴν ἀπειλήν, ἡ κυβέρνησις Βρατιάνου τηρεῖ σιγήν, ἐμμέσως ἐπιβεβαιοῦσα τὴν ἀκρίβειαν τοῦ γενομένου διαβήματος. — [835, 329, 1063, 418]
skin-clinic-doctor: ΠΛΑΤ. ΞΥΛΟΓΡΗ — [1365, 1255, 1489, 1272]
parents-ad-text: Μοναδικὴ εὐκαιρία νὰ ἀποκτήσετε τὰ παιδιά σας, τοὺς μαθητάς σας, ἀπὸ τὸν καλλιτέρων ἐκδοτῶν τῶν Ἀθηνῶν τὸ ἔργον τῶν Κκ. Νὰν Πέναρσον, Νὸν Καζάτερ καὶ Μαιόρος Χέρρη: «Η Ἱστορία τοῦ Βαλκανοτουρκικοῦ Πολέμου ὑπὸ Γερ. Βώνου», ἡτις περιέχει ὅλα τὰ γεγονότα, ἐν γλαφυρῷ γλώσσῃ, μετὰ εἰκόνων καὶ χαρτῶν. Βιβλίον ἀπαραίτητον εἰς πάντα Ἕλληνα. Ἐκδίδεται καθ' ἑβδομάδα τεῦχος 50 λεπτῶν ἐκ 64—68 σελίδων μὲ πλείστας εἰκόνας. Πωλεῖται παρὰ τῷ κ. Δ. Ἀνδρεοπούλῳ, Ἐκδοτοπωλεῖον, ὁδὸς Ἀθηνᾶς, Στοὰ 50. Τιμὴ τευχῶν, ἐφ' ὅσον ὀλίγα ἔτι ὑπάρχουν. — [93, 1332, 331, 1572]
bankers-head: Η ΥΠΟΘΕΣΙΣ ΤΩΝ ΤΡΑΠΕΖΙΤΩΝ — [395, 1719, 530, 1751]
stock-cell: Λεοντίνου — [218, 512, 294, 524]
ionian-sub: ΑΝΑΧΩΡΗΣΕΙΣ ΕΚ ΠΕΙΡΑΙΩΣ — [1112, 1214, 1267, 1225]
urology-addr: 18α ὁδὸς Σταδίου. Ὧραι διατριβής 3-11 καὶ 3-5. — [840, 1858, 1062, 1882]
stock-cell: Monopole — [218, 282, 294, 294]
notice-text-2: Ἐπισημόνετε τὰς εὐκαιρίας τῆς διαλύσεως τῆς ΕΜΠΟΡΙΚΗΣ ΕΤΑΙΡΕΙΑΣ — [1079, 1766, 1300, 1790]
main-story-col-2 — [581, 329, 818, 724]
sagrada-price: Ἕκαστον κυτίον Δραχ. 2 — [636, 1730, 783, 1744]
angel-icon — [1319, 1472, 1399, 1582]
stock-london: LONDRES — [277, 247, 331, 258]
greek-demands-text: ΒΙΕΝΝΗ, Πέμ. πρωΐα. Ὁ «Ν. Ἐλ. Τύπος» δημοσιεύει τὴν πληροφορίαν ὅτι αἱ ἀπαιτήσεις τῆς Ἑλλάδος σχετικῶς μὲ τὴν παροχὴν ἐγγυήσεων διὰ τὴν καὶ ἐκ μέρους τῆς Τουρκίας παράδοσιν τῶν εὐρωπαϊκῶν ἀποφάσεων ἐπὶ τοῦ νησιωτικοῦ, εἶναι ἀποδεκταὶ ἐκ μέρους τῆς Εὐρώπης. Ἀντιθέτως ἡ «Ρέτσποστ» πληροφορεῖται ὅτι μόνον ἡ Ρωσσία φαίνεται εὐδιάθετος διὰ τὴν ἀποδοχήν των, ἐνῷ αἱ λοιπαὶ Μεγάλαι Δυνάμεις εἶνε σύμφωνοι ἁπλῶς εἰς τὸ νὰ καλλιτέρευσν διαρρυθμίσουν τὸν νότιον ἀλβανικῶν συνόρων ἐπ' ὠφελείᾳ τῆς Ἑλλάδος. — [835, 440, 1063, 679]
italo-turkish-kicker: ΙΔΙΑΙΤ. ΤΗΛΕΓΡ. ΤΟΥ ΣΥΝΤΑΚΤΟΥ ΜΑΣ — [1199, 747, 1413, 758]
main-story-text-1: ΒΙΕΝΝΗ, Πέμ. πρωΐα. Κατὰ τηλεγραφήματα ἐκ Βουκουρεστίου, οἱ γάμοι τοῦ Ἕλληνος Διαδόχου μετὰ τῆς πριγκηπίσσης Ἐλισσάβετ θέλουν τελεσθῆ ἐν Ἀθήναις τὴν 21 Μαΐου ἑορτὴν τοῦ Ἁγίου Κωνσταντίνου. Ὡς παράνυμφοι θέλουν παραστῆ ὁ Αὐτοκράτωρ Γουλιέλμος καὶ ἡ μήτηρ τῆς πριγκηπίσσης βασίλισσα τῆς Ρουμανίας Κάρμεν Σύλβα. Ὁ Βασιλεὺς Κωνσταντῖνος ἐκδηλῶν ἀπὸ τοῦδε τὴν χαρὰν του διὰ τὸ συνοικέσιον ἐδήλωσεν εἰς τὴν μελλόνυμφον πριγκήπισσαν τὰ ἀνάκτορα τοῦ Τατοΐου. Ὁ «Ν. Ἐλ. Τύπος» σχολιάζων τὴν περὶ τοῦ συνοικεσίου εἴδησιν, χαρακτηρίζει τοῦτο μυστικὸν καὶ ἀσφαλιστικὸν καὶ ὡς ὑποσχετικὸν βαθυτέρου σκοποῦ μελλόντων ἐπιδράσεων συνδέσεως εἰς τὴν ἐξέλιξιν τῶν ἐν τῇ Βαλκανικῇ λαῶν. — [345, 329, 573, 643]
stock-cell: Εθ. Οίνων Ολ. — [95, 535, 165, 546]
stock-cell — [294, 581, 337, 593]
main-story-col-1 — [345, 329, 573, 724]
stock-row — [93, 328, 338, 340]
balkan-kicker: ΙΔΙΑΙΤΕΡΑ ΤΗΛΕΓΡΑΦΗΜΑΤΑ ΤΟΥ ΣΥΝΤΑΚΤΟΥ ΜΑΣ — [385, 818, 1023, 837]
albania-head: Η ΘΡΗΣΚΕΥΤΙΚΗ ΥΠΕΡΟΧΗ ΕΝ ΑΛΒΑΝΙΑ — [1108, 547, 1504, 569]
stock-cell: 58.— — [311, 270, 336, 282]
sagrada-ad — [597, 1640, 822, 1730]
wied-text: ΛΟΝΔΙΝΟΝ, Πέμ. πρωΐα. Ὁ ἡγεμὼν Βὴδ ἐκλήθη νὰ γευματίσῃ εἰς τὰ Ἀνάκτορα. — [345, 1074, 573, 1118]
pallas-text: Ἐπανέρχεται πλέον εἰς τήν πρώτην της θέσιν, ἐνικετ τὴν πρώτην της αὐγὴν καὶ κατορθώνει τὸ πρωτάθλημα. Τὸ ἔργον τοῦτο ἐκόρεσε τὸ Πειραϊκόν τοῦ Κλονκαρίου. Ὁ Cöttes οὗτος ὁ ὁποῖος ἀπὸ τῆς γενέσεως του ἔντασεν εἰς μεγαλήτερον τῆς Κινηματογραφίας ἰσχύν, ἐπανεκτήσατο τὴν φήμην του ὡς πρώτος καὶ ἀναγνωρισμένος ἐν τῷ κόσμῳ. Τὸ ἔργον τοῦ μεγαλουργοῦ ἀριστοτεχνοῦ Κλονκαρίου ἀπολαμβάνεται ὡς τὸ καλλίτερον τῶν κινηματογραφημάτων. — [93, 1107, 331, 1302]
albania-text: ΡΩΜΗ πρωΐα Πέμπτης. Τοῦ Ἐσσὰτ πασᾶ ἐλθόντος εἰς Ρώμην, κατὰ τὰς δηλώσεις τοῦ πρὸς τοὺς ἀντιπροσώπους τῶν Μουσουλμάνων τῆς Ἀλβανίας, ἡ Ἰταλία ὑποστηρίζει τὴν ἐπικράτησιν τῆς θρησκευτικῆς ὑπεροχῆς. Ἡ «Ἐφημερὶς τῆς Ἰταλίας» ἐπικροτοῦσα τὰς δηλώσεις τοῦ γράφει ὅτι ἡ ὑπεροχὴ ἀνήκει εἰς τὰς Ὀρθοδόξους. — [1077, 589, 1535, 663]
pallas-venue-row — [93, 917, 331, 943]
stock-cell: 20.— — [311, 454, 336, 466]
stock-cell: Ορ. Μελιγαλά — [95, 270, 164, 282]
pallas-ad — [93, 853, 331, 1302]
stock-cell: 104.50 — [182, 259, 216, 270]
